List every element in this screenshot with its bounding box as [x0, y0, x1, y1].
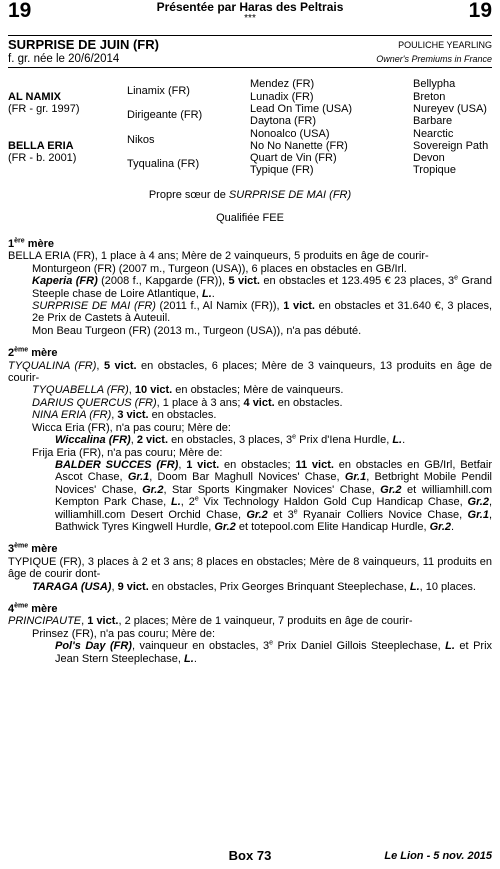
horse-category: POULICHE YEARLING [398, 40, 492, 50]
pedigree-dam: BELLA ERIA [8, 140, 74, 152]
pedigree-dam-info: (FR - b. 2001) [8, 152, 77, 164]
dam-line: TYQUALINA (FR), 5 vict. en obstacles, 6 places; Mère de 3 vainqueurs, 13 produits en âge de courir- [8, 359, 492, 385]
produce-line: Wicca Eria (FR), n'a pas couru; Mère de: [32, 421, 231, 434]
pedigree-sire-info: (FR - gr. 1997) [8, 103, 80, 115]
pedigree-gen3: Typique (FR) [250, 164, 314, 176]
owners-premiums: Owner's Premiums in France [376, 54, 492, 64]
pedigree-gen3: Quart de Vin (FR) [250, 152, 337, 164]
pedigree-gen2: Dirigeante (FR) [127, 109, 203, 121]
pedigree-gen3: Mendez (FR) [250, 78, 315, 90]
produce-line: Mon Beau Turgeon (FR) (2013 m., Turgeon (USA)), n'a pas débuté. [32, 324, 362, 337]
produce-line: Monturgeon (FR) (2007 m., Turgeon (USA)), 6 places en obstacles en GB/Irl. [32, 262, 407, 275]
produce-line: Kaperia (FR) (2008 f., Kapgarde (FR)), 5 vict. en obstacles et 123.495 € 23 places, 3e Grand Steeple chase de Loire Atlantique, L.. [32, 274, 492, 300]
produce-line: Pol's Day (FR), vainqueur en obstacles, 3e Prix Daniel Gillois Steeplechase, L. et Prix Jean Stern Steeplechase, L.. [55, 639, 493, 665]
pedigree-gen2: Tyqualina (FR) [127, 158, 200, 170]
pedigree-gen4: Nureyev (USA) [413, 103, 487, 115]
pedigree-gen4: Bellypha [413, 78, 456, 90]
pedigree-gen4: Nearctic [413, 128, 454, 140]
produce-line: Wiccalina (FR), 2 vict. en obstacles, 3 places, 3e Prix d'Iena Hurdle, L.. [55, 433, 406, 447]
sister-note: Propre sœur de SURPRISE DE MAI (FR) [148, 189, 352, 201]
produce-line: SURPRISE DE MAI (FR) (2011 f., Al Namix (FR)), 1 vict. en obstacles et 31.640 €, 3 places, 2e Prix de Castets à Auteuil. [32, 300, 493, 325]
qualification-note: Qualifiée FEE [216, 212, 284, 224]
produce-line: TYQUABELLA (FR), 10 vict. en obstacles; Mère de vainqueurs. [32, 384, 344, 397]
pedigree-gen4: Breton [413, 91, 446, 103]
pedigree-gen4: Barbare [413, 115, 453, 127]
pedigree-gen3: Lead On Time (USA) [250, 103, 353, 115]
dam-line: BELLA ERIA (FR), 1 place à 4 ans; Mère de 2 vainqueurs, 5 produits en âge de courir- [8, 250, 429, 263]
pedigree-sire: AL NAMIX [8, 91, 61, 103]
produce-line: TARAGA (USA), 9 vict. en obstacles, Prix Georges Brinquant Steeplechase, L., 10 places. [32, 580, 476, 593]
section-3-heading: 3ème mère [8, 542, 58, 556]
pedigree-gen2: Nikos [127, 134, 155, 146]
pedigree-gen4: Devon [413, 152, 445, 164]
footer-place-date: Le Lion - 5 nov. 2015 [384, 850, 492, 862]
produce-line: Prinsez (FR), n'a pas couru; Mère de: [32, 627, 216, 640]
dam-line: TYPIQUE (FR), 3 places à 2 et 3 ans; 8 places en obstacles; Mère de 8 vainqueurs, 11 produits en âge de courir dont- [8, 555, 492, 581]
section-4-heading: 4ème mère [8, 602, 58, 615]
presenter-stars: *** [244, 13, 256, 24]
footer-box-number: Box 73 [228, 848, 272, 863]
header-rule-bottom [8, 67, 492, 68]
presenter-title: Présentée par Haras des Peltrais [156, 0, 344, 14]
pedigree-gen4: Sovereign Path [413, 140, 489, 152]
pedigree-gen3: Lunadix (FR) [250, 91, 314, 103]
lot-number-left: 19 [8, 0, 32, 22]
section-1-heading: 1ère mère [8, 237, 54, 250]
horse-info: f. gr. née le 20/6/2014 [8, 53, 120, 65]
dam-line: PRINCIPAUTE, 1 vict., 2 places; Mère de 1 vainqueur, 7 produits en âge de courir- [8, 615, 413, 628]
header-rule-top [8, 35, 492, 36]
pedigree-gen2: Linamix (FR) [127, 85, 190, 97]
lot-number-right: 19 [468, 0, 492, 22]
produce-line: NINA ERIA (FR), 3 vict. en obstacles. [32, 409, 217, 422]
pedigree-gen4: Tropique [413, 164, 457, 176]
horse-name: SURPRISE DE JUIN (FR) [8, 37, 159, 52]
produce-line: BALDER SUCCES (FR), 1 vict. en obstacles; 11 vict. en obstacles en GB/Irl, Betfair Ascot Chase, Gr.1, Doom Bar Maghull Novices' Chase, Gr.1, Betbright Mobile Pendil Novices' Chase, Gr.2, Star Sports Kingmaker Novices' Chase, Gr.2 et williamhill.com Kempton Park Chase, L., 2e Vix Technology Haldon Gold Cup Handicap Chase, Gr.2, williamhill.com Desert Orchid Chase, Gr.2 et 3e Ryanair Colliers Novice Chase, Gr.1, Bathwick Tyres Kingwell Hurdle, Gr.2 et totepool.com Elite Handicap Hurdle, Gr.2. [55, 458, 493, 533]
produce-record [8, 238, 492, 665]
section-2-heading: 2ème mère [8, 346, 58, 360]
pedigree-gen3: Nonoalco (USA) [250, 128, 330, 140]
produce-line: DARIUS QUERCUS (FR), 1 place à 3 ans; 4 vict. en obstacles. [32, 396, 343, 409]
pedigree-gen3: No No Nanette (FR) [250, 140, 348, 152]
produce-line: Frija Eria (FR), n'a pas couru; Mère de: [32, 446, 223, 459]
pedigree-gen3: Daytona (FR) [250, 115, 317, 127]
